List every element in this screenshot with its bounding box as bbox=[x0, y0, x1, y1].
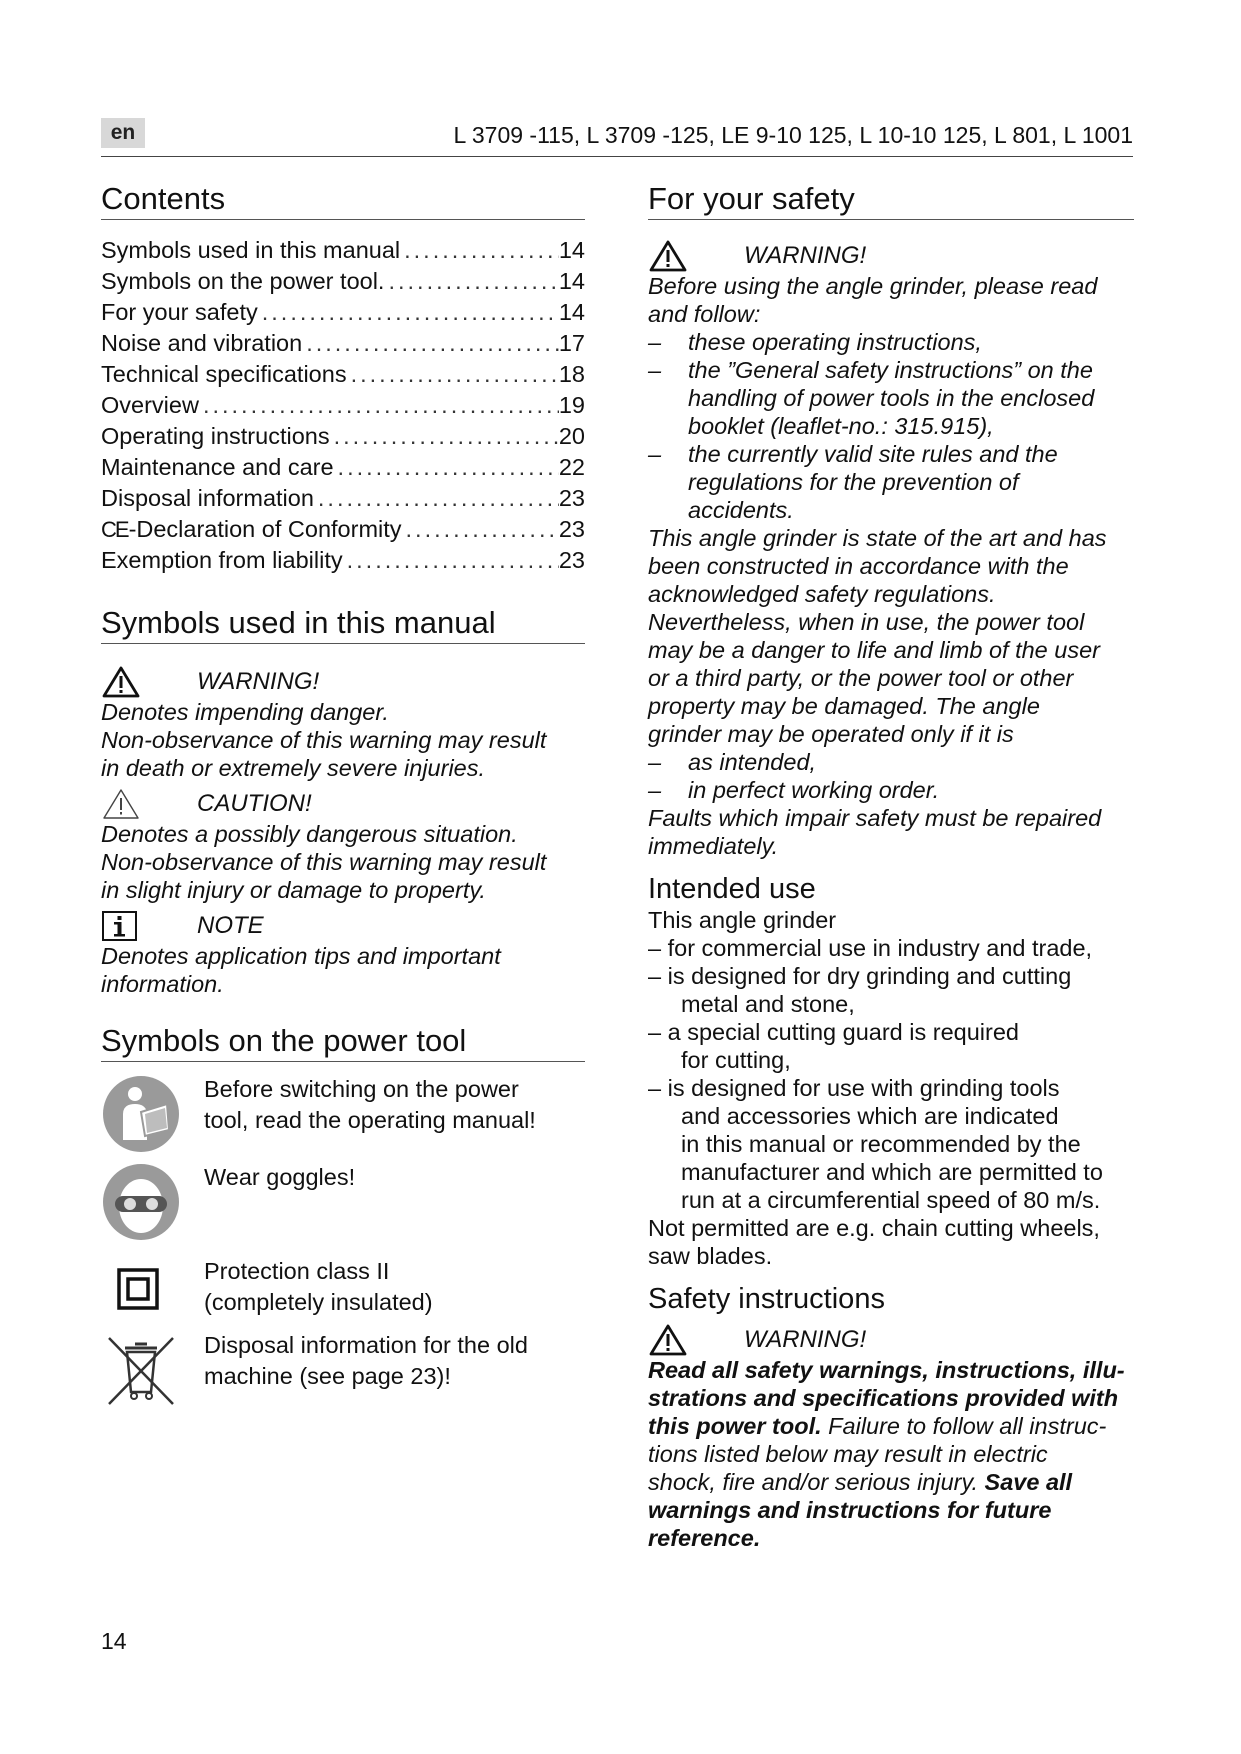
symbols-manual-title: Symbols used in this manual bbox=[101, 604, 585, 644]
disposal-bin-icon bbox=[101, 1330, 181, 1410]
left-column bbox=[101, 180, 585, 1410]
toc-entry[interactable]: Symbols used in this manual ..... 14 bbox=[101, 235, 585, 266]
language-badge: en bbox=[101, 118, 145, 148]
safety-instructions-warning: WARNING! Read all safety warnings, instructions, illu- strations and specifications provided with this power tool. Failure to follow all instruc- tions listed below may result in electric shock, fire and/or serious injury. Save all warnings and instructions for future reference. bbox=[648, 1326, 1125, 1551]
info-icon bbox=[101, 910, 141, 942]
list-item: – the currently valid site rules and the regulations for the prevention of accidents. bbox=[648, 441, 1058, 523]
goggles-icon bbox=[101, 1162, 181, 1242]
safety-list bbox=[648, 328, 1134, 524]
toc-entry[interactable]: Overview ..... 19 bbox=[101, 390, 585, 421]
list-item: – in perfect working order. bbox=[648, 777, 940, 803]
warning-triangle-icon bbox=[101, 666, 141, 698]
warning-triangle-icon bbox=[648, 240, 688, 272]
toc-entry[interactable]: Technical specifications ..... 18 bbox=[101, 359, 585, 390]
intended-use-title: Intended use bbox=[648, 873, 816, 905]
list-item: – as intended, bbox=[648, 749, 817, 775]
conditions-list bbox=[648, 748, 1134, 804]
symbol-item: Before switching on the power tool, read the operating manual! bbox=[101, 1074, 585, 1154]
symbols-tool-list bbox=[101, 1074, 585, 1410]
symbol-item: Wear goggles! bbox=[101, 1162, 585, 1246]
header-models: L 3709 -115, L 3709 -125, LE 9-10 125, L 10-10 125, L 801, L 1001 bbox=[453, 122, 1133, 148]
safety-instructions-title: Safety instructions bbox=[648, 1283, 885, 1315]
intended-use-list bbox=[648, 934, 1134, 1214]
warning-triangle-icon bbox=[648, 1324, 688, 1356]
toc-entry[interactable]: Operating instructions ..... 20 bbox=[101, 421, 585, 452]
contents-title: Contents bbox=[101, 180, 585, 220]
warning-notice: WARNING! Denotes impending danger. Non-observance of this warning may result in death or extremely severe injuries. bbox=[101, 668, 547, 781]
caution-triangle-icon bbox=[101, 788, 141, 820]
header-divider bbox=[101, 156, 1133, 157]
safety-paragraph: This angle grinder is state of the art and has been constructed in accordance with the acknowledged safety regulations. Nevertheless, when in use, the power tool may be a danger to life and limb of the user or a third party, or the power tool or other property may be damaged. The angle grinder may be operated only if it is bbox=[648, 525, 1107, 747]
page-number: 14 bbox=[101, 1628, 127, 1654]
list-item: – these operating instructions, bbox=[648, 329, 982, 355]
symbol-item: Protection class II (completely insulated) bbox=[101, 1256, 585, 1322]
list-item: – is designed for use with grinding tools and accessories which are indicated in this manual or recommended by the manufacturer and which are permitted to run at a circumferential speed of 80 m/s. bbox=[648, 1075, 1103, 1213]
protection-class-ii-icon bbox=[101, 1256, 181, 1322]
list-item: – for commercial use in industry and trade, bbox=[648, 935, 1093, 961]
symbol-item: Disposal information for the old machine (see page 23)! bbox=[101, 1330, 585, 1410]
right-column: For your safety WARNING! Before using the angle grinder, please read and follow: – these operating instructions, – the ”General safety instructions” on the handling of power tools in the enclosed booklet (leaflet-no.: 315.915), – the currently valid site rules and the regulations for the prevention of accidents. This angle grinder is state of the art and has been constructed in accordance with the acknowledged safety regulations. Nevertheless, when in use, the power tool may be a danger to life and limb of the user or a third party, or the power tool or other property may be damaged. The angle grinder may be operated only if it is – as intended, – in perfect working order. Faults which impair safety must be repaired immediately. Intended use This angle grinder – for commercial use in industry and trade, – is designed for dry grinding and cutting metal and stone, – a special cutting guard is required for cutting, – is designed for use with grinding tools and accessories which are indicated in this manual or recommended by the manufacturer and which are permitted to run at a circumferential speed of 80 m/s. Not permitted are e.g. chain cutting wheels, saw blades. Safety instructions WARNING! Read all safety warnings, instructions, illu- strations and specifications provided with this power tool. Failure to follow all instruc- tions listed below may result in electric shock, fire and/or serious injury. Save all warnings and instructions for future reference. bbox=[648, 180, 1134, 1552]
caution-notice: CAUTION! Denotes a possibly dangerous situation. Non-observance of this warning may result in slight injury or damage to property. bbox=[101, 790, 547, 903]
toc-entry[interactable]: Disposal information ..... 23 bbox=[101, 483, 585, 514]
note-notice: NOTE Denotes application tips and important information. bbox=[101, 912, 501, 997]
list-item: – a special cutting guard is required for cutting, bbox=[648, 1019, 1019, 1073]
toc-entry[interactable]: Exemption from liability ..... 23 bbox=[101, 545, 585, 576]
ce-mark-icon: CE bbox=[101, 517, 128, 542]
safety-title: For your safety bbox=[648, 180, 1134, 220]
table-of-contents bbox=[101, 235, 585, 576]
list-item: – the ”General safety instructions” on the handling of power tools in the enclosed booklet (leaflet-no.: 315.915), bbox=[648, 357, 1095, 439]
toc-entry[interactable]: Noise and vibration ..... 17 bbox=[101, 328, 585, 359]
toc-entry[interactable]: CE-Declaration of Conformity ..... 23 bbox=[101, 514, 585, 545]
symbols-tool-title: Symbols on the power tool bbox=[101, 1022, 585, 1062]
toc-entry[interactable]: Symbols on the power tool. ..... 14 bbox=[101, 266, 585, 297]
toc-entry[interactable]: Maintenance and care ..... 22 bbox=[101, 452, 585, 483]
safety-warning: WARNING! Before using the angle grinder, please read and follow: – these operating instructions, – the ”General safety instructions” on the handling of power tools in the enclosed booklet (leaflet-no.: 315.915), – the currently valid site rules and the regulations for the prevention of accidents. This angle grinder is state of the art and has been constructed in accordance with the acknowledged safety regulations. Nevertheless, when in use, the power tool may be a danger to life and limb of the user or a third party, or the power tool or other property may be damaged. The angle grinder may be operated only if it is – as intended, – in perfect working order. Faults which impair safety must be repaired immediately. bbox=[648, 240, 1134, 860]
list-item: – is designed for dry grinding and cutting metal and stone, bbox=[648, 963, 1072, 1017]
toc-entry[interactable]: For your safety ..... 14 bbox=[101, 297, 585, 328]
read-manual-icon bbox=[101, 1074, 181, 1154]
